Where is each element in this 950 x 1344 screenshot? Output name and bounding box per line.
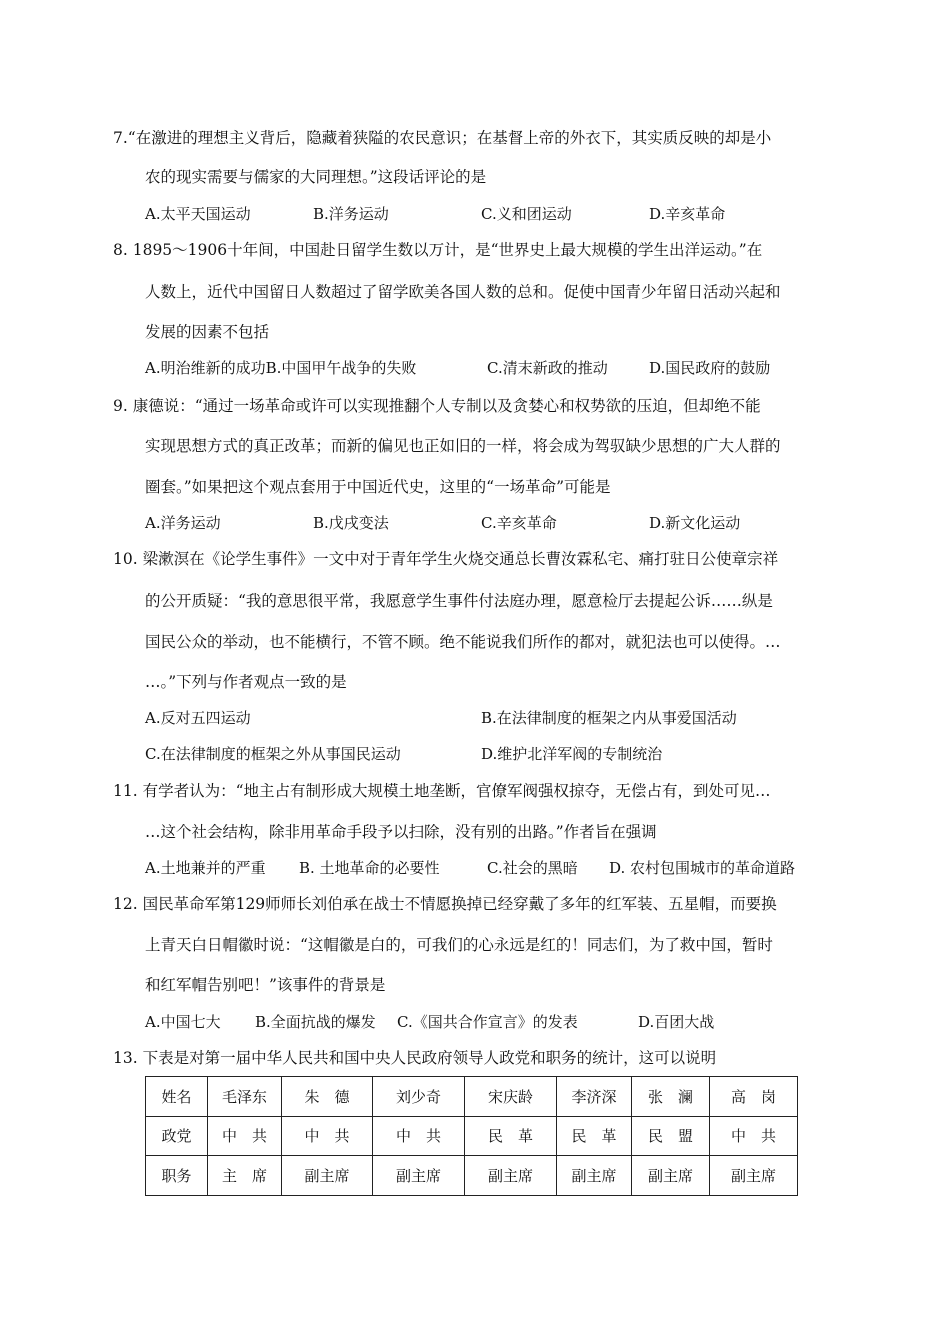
q10-stem-line-4: …。”下列与作者观点一致的是: [145, 673, 347, 691]
q13-stem-line-1: 13. 下表是对第一届中华人民共和国中央人民政府领导人政党和职务的统计，这可以说明: [113, 1049, 717, 1067]
table-cell: 高 岗: [710, 1077, 798, 1117]
q12-stem-line-1: 12. 国民革命军第129师师长刘伯承在战士不情愿换掉已经穿戴了多年的红军装、五星帽，而要换: [113, 895, 777, 913]
q12-option-a: A.中国七大: [145, 1013, 221, 1031]
q12-option-d: D.百团大战: [638, 1013, 715, 1031]
leaders-table: [145, 1076, 798, 1196]
table-cell: 李济深: [557, 1077, 632, 1117]
table-row-position: [146, 1156, 798, 1196]
table-cell: 民 革: [465, 1116, 557, 1156]
table-cell: 中 共: [282, 1116, 373, 1156]
q10-stem-line-1: 10. 梁漱溟在《论学生事件》一文中对于青年学生火烧交通总长曹汝霖私宅、痛打驻日公使章宗祥: [113, 550, 779, 568]
q11-option-a: A.土地兼并的严重: [145, 859, 266, 877]
q10-stem-line-3: 国民公众的举动，也不能横行，不管不顾。绝不能说我们所作的都对，就犯法也可以使得。…: [145, 633, 781, 651]
table-row-party: [146, 1116, 798, 1156]
table-cell: 副主席: [557, 1156, 632, 1196]
q12-stem-line-3: 和红军帽告别吧！”该事件的背景是: [145, 976, 386, 994]
table-cell: 中 共: [710, 1116, 798, 1156]
q12-option-c: C.《国共合作宣言》的发表: [397, 1013, 578, 1031]
q8-stem-line-2: 人数上，近代中国留日人数超过了留学欧美各国人数的总和。促使中国青少年留日活动兴起和: [145, 283, 781, 301]
q7-option-b: B.洋务运动: [313, 205, 389, 223]
q7-option-c: C.义和团运动: [481, 205, 572, 223]
q8-option-d: D.国民政府的鼓励: [649, 359, 771, 377]
q12-stem-line-2: 上青天白日帽徽时说：“这帽徽是白的，可我们的心永远是红的！同志们，为了救中国，暂时: [145, 936, 773, 954]
table-cell: 民 盟: [632, 1116, 710, 1156]
table-cell: 宋庆龄: [465, 1077, 557, 1117]
q10-option-b: B.在法律制度的框架之内从事爱国活动: [481, 709, 737, 727]
q7-stem-line-1: 7.“在激进的理想主义背后，隐藏着狭隘的农民意识；在基督上帝的外衣下，其实质反映的却是小: [113, 129, 772, 147]
q9-stem-line-3: 圈套。”如果把这个观点套用于中国近代史，这里的“一场革命”可能是: [145, 478, 611, 496]
q11-stem-line-2: …这个社会结构，除非用革命手段予以扫除，没有别的出路。”作者旨在强调: [145, 823, 657, 841]
table-cell: 副主席: [373, 1156, 465, 1196]
q9-option-a: A.洋务运动: [145, 514, 221, 532]
table-cell: 副主席: [710, 1156, 798, 1196]
q8-stem-line-1: 8. 1895～1906十年间，中国赴日留学生数以万计，是“世界史上最大规模的学生出洋运动。”在: [113, 241, 763, 259]
q9-stem-line-2: 实现思想方式的真正改革；而新的偏见也正如旧的一样，将会成为驾驭缺少思想的广大人群的: [145, 437, 781, 455]
table-cell: 政党: [146, 1116, 208, 1156]
table-row-name: [146, 1077, 798, 1117]
table-cell: 副主席: [632, 1156, 710, 1196]
table-cell: 姓名: [146, 1077, 208, 1117]
table-cell: 中 共: [373, 1116, 465, 1156]
table-cell: 副主席: [282, 1156, 373, 1196]
q7-stem-line-2: 农的现实需要与儒家的大同理想。”这段话评论的是: [145, 168, 487, 186]
q8-stem-line-3: 发展的因素不包括: [145, 323, 270, 341]
q8-option-ab: A.明治维新的成功B.中国甲午战争的失败: [145, 359, 417, 377]
q9-stem-line-1: 9. 康德说：“通过一场革命或许可以实现推翻个人专制以及贪婪心和权势欲的压迫，但却绝不能: [113, 397, 761, 415]
q9-option-b: B.戊戌变法: [313, 514, 389, 532]
q11-option-c: C.社会的黑暗: [487, 859, 578, 877]
table-cell: 毛泽东: [208, 1077, 282, 1117]
q11-option-b: B. 土地革命的必要性: [299, 859, 440, 877]
table-cell: 主 席: [208, 1156, 282, 1196]
q11-option-d: D. 农村包围城市的革命道路: [609, 859, 796, 877]
q10-stem-line-2: 的公开质疑：“我的意思很平常，我愿意学生事件付法庭办理，愿意检厅去提起公诉……纵是: [145, 592, 773, 610]
q10-option-d: D.维护北洋军阀的专制统治: [481, 745, 663, 763]
q9-option-c: C.辛亥革命: [481, 514, 557, 532]
table-cell: 张 澜: [632, 1077, 710, 1117]
q12-option-b: B.全面抗战的爆发: [255, 1013, 376, 1031]
table-cell: 职务: [146, 1156, 208, 1196]
q8-option-c: C.清末新政的推动: [487, 359, 608, 377]
q7-option-a: A.太平天国运动: [145, 205, 251, 223]
q7-option-d: D.辛亥革命: [649, 205, 726, 223]
q10-option-c: C.在法律制度的框架之外从事国民运动: [145, 745, 401, 763]
q9-option-d: D.新文化运动: [649, 514, 741, 532]
q10-option-a: A.反对五四运动: [145, 709, 251, 727]
table-cell: 副主席: [465, 1156, 557, 1196]
table-cell: 刘少奇: [373, 1077, 465, 1117]
table-cell: 中 共: [208, 1116, 282, 1156]
table-cell: 朱 德: [282, 1077, 373, 1117]
q11-stem-line-1: 11. 有学者认为：“地主占有制形成大规模土地垄断，官僚军阀强权掠夺，无偿占有，到处可见…: [113, 782, 771, 800]
table-cell: 民 革: [557, 1116, 632, 1156]
